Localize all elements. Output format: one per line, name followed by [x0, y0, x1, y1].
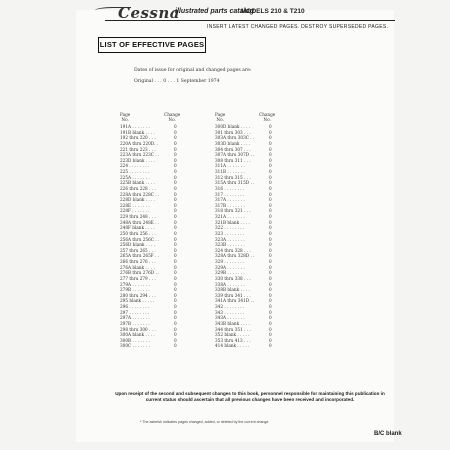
- page-number: 311A . . . . . . .: [215, 163, 245, 169]
- change-number: 0: [269, 157, 272, 163]
- page-number: 228A thru 228C . .: [120, 191, 160, 197]
- page-number: 315A thru 315D . .: [215, 180, 255, 186]
- page-number: 296 . . . . . . . .: [120, 304, 150, 309]
- page-number: 329B . . . . . . .: [215, 270, 245, 276]
- change-number: 0: [174, 174, 177, 180]
- change-number: 0: [269, 219, 272, 225]
- change-number: 0: [269, 169, 272, 174]
- change-number: 0: [269, 197, 272, 203]
- page-number: 220A thru 220D. .: [120, 140, 158, 146]
- change-number: 0: [174, 163, 177, 169]
- page-number: 343A . . . . . . .: [215, 315, 245, 321]
- page-number: 228E . . . . . . .: [120, 202, 150, 208]
- page-number: 223D blank . . . .: [120, 157, 156, 163]
- asterisk-footnote: * The asterisk indicates pages changed, added, or deleted by the current change.: [140, 420, 270, 424]
- change-number: 0: [174, 180, 177, 186]
- page-number: 277 thru 279 . . .: [120, 275, 156, 281]
- page-number: 316 . . . . . . . .: [215, 185, 245, 191]
- change-number: 0: [174, 332, 177, 338]
- page-number: 223A thru 223C . .: [120, 152, 160, 158]
- change-number: 0: [174, 124, 177, 129]
- cessna-logo: Cessna: [118, 4, 180, 22]
- page-number: 266 thru 276 . . .: [120, 259, 156, 264]
- change-number: 0: [174, 191, 177, 197]
- change-number: 0: [174, 343, 177, 349]
- change-number: 0: [269, 253, 272, 259]
- page-number: 280 thru 294 . . .: [120, 292, 156, 298]
- page-number: 328A thru 328D . .: [215, 253, 255, 259]
- page-number: 221 thru 223 . . .: [120, 146, 156, 152]
- page-number: 225 . . . . . . . .: [120, 169, 150, 174]
- page-number: 308 thru 311 . . .: [215, 157, 251, 163]
- page-number: 225B blank . . . .: [120, 180, 155, 186]
- change-number: 0: [174, 129, 177, 135]
- page-number: 257 thru 265 . . .: [120, 247, 156, 253]
- page-number: 297B . . . . . . .: [120, 320, 150, 326]
- change-number: 0: [269, 287, 272, 293]
- page-number: 341A thru 341D . .: [215, 298, 255, 304]
- change-number: 0: [269, 135, 272, 141]
- change-number: 0: [269, 270, 272, 276]
- change-number: 0: [269, 332, 272, 338]
- page-number: 279A . . . . . . .: [120, 281, 150, 287]
- page-number: 248A thru 248E . .: [120, 219, 160, 225]
- change-number: 0: [269, 326, 272, 332]
- page-number: 192 thru 220 . . .: [120, 135, 156, 141]
- change-number: 0: [174, 275, 177, 281]
- page-title: LIST OF EFFECTIVE PAGES: [98, 37, 206, 53]
- change-number: 0: [269, 292, 272, 298]
- page-number: 343B blank . . . .: [215, 320, 250, 326]
- change-number: 0: [174, 140, 177, 146]
- page-number: 353 thru 413 . . .: [215, 337, 251, 343]
- page-number: 297A . . . . . . .: [120, 315, 150, 321]
- change-number: 0: [174, 281, 177, 287]
- page-number: 276B thru 276D . .: [120, 270, 160, 276]
- page-number: 250 thru 256 . . .: [120, 230, 156, 236]
- change-number: 0: [174, 320, 177, 326]
- change-number: 0: [269, 315, 272, 321]
- change-number: 0: [174, 214, 177, 219]
- change-number: 0: [174, 337, 177, 343]
- page-number: 256D blank . . . .: [120, 242, 156, 248]
- page-number: 304 thru 307 . . .: [215, 146, 251, 152]
- change-number: 0: [269, 208, 272, 214]
- change-number: 0: [269, 124, 272, 129]
- page-number: 276A blank . . . .: [120, 264, 155, 270]
- change-number: 0: [174, 287, 177, 293]
- change-number: 0: [174, 292, 177, 298]
- change-number: 0: [174, 259, 177, 264]
- change-number: 0: [269, 264, 272, 270]
- page-number: 324 thru 328 . . .: [215, 247, 251, 253]
- page-number: 279B . . . . . . .: [120, 287, 150, 293]
- page-number: 317 . . . . . . . .: [215, 191, 245, 197]
- change-number: 0: [269, 242, 272, 248]
- change-number: 0: [174, 309, 177, 315]
- page-number: 265A thru 265F . .: [120, 253, 159, 259]
- page-number: 303D blank . . . .: [215, 140, 251, 146]
- change-number: 0: [174, 298, 177, 304]
- page-no-header: Page No.: [120, 112, 131, 122]
- change-number: 0: [174, 135, 177, 141]
- change-number: 0: [269, 146, 272, 152]
- dates-of-issue-line: Dates of issue for original and changed pages are:: [134, 68, 252, 73]
- page-number: 225A . . . . . . .: [120, 174, 150, 180]
- change-number: 0: [174, 202, 177, 208]
- page-number: 300A blank . . . .: [120, 332, 155, 338]
- page-number: 297 . . . . . . . .: [120, 309, 150, 315]
- page-number: 343 . . . . . . . .: [215, 309, 245, 315]
- page-number: 228F . . . . . . .: [120, 208, 150, 214]
- page-number: 329 . . . . . . . .: [215, 259, 245, 264]
- change-no-header: Change No.: [259, 112, 276, 122]
- page-number: 191B blank . . . .: [120, 129, 155, 135]
- page-number: 323A . . . . . . .: [215, 236, 245, 242]
- page-number: 229 thru 248 . . .: [120, 214, 156, 219]
- page-number: 329A . . . . . . .: [215, 264, 245, 270]
- change-number: 0: [174, 169, 177, 174]
- page-number: 312 thru 315 . . .: [215, 174, 251, 180]
- change-number: 0: [269, 180, 272, 186]
- page-number: 342 . . . . . . . .: [215, 304, 245, 309]
- change-number: 0: [174, 247, 177, 253]
- page-number: 300B . . . . . . .: [120, 337, 150, 343]
- insert-notice: INSERT LATEST CHANGED PAGES. DESTROY SUPERSEDED PAGES.: [207, 24, 389, 30]
- page-number: 256A thru 256C . .: [120, 236, 160, 242]
- change-number: 0: [174, 242, 177, 248]
- page-number: 322 . . . . . . . .: [215, 225, 245, 231]
- page-number: 307A thru 307D . .: [215, 152, 255, 158]
- page-number: 317B . . . . . . .: [215, 202, 245, 208]
- change-number: 0: [269, 337, 272, 343]
- page-number: 298 thru 300 . . .: [120, 326, 156, 332]
- change-number: 0: [174, 236, 177, 242]
- change-number: 0: [269, 174, 272, 180]
- change-number: 0: [174, 304, 177, 309]
- original-issue-line: Original . . . 0 . . . 1 September 1974: [134, 79, 220, 84]
- page-number: 344 thru 351 . . .: [215, 326, 251, 332]
- page-number: 323 . . . . . . . .: [215, 230, 245, 236]
- change-number: 0: [174, 185, 177, 191]
- page-number: 228D blank . . . .: [120, 197, 156, 203]
- page-number: 317A . . . . . . .: [215, 197, 245, 203]
- change-number: 0: [269, 304, 272, 309]
- footer-instructions: Upon receipt of the second and subsequent changes to this book, personnel responsible for maintaining this publication in current status should ascertain that all previous changes have been received and incorporated.: [115, 391, 385, 402]
- page-number: 191A . . . . . . .: [120, 124, 150, 129]
- page-number: 300D blank . . . .: [215, 124, 251, 129]
- change-number: 0: [269, 259, 272, 264]
- page-no-header: Page No.: [215, 112, 226, 122]
- change-number: 0: [174, 197, 177, 203]
- change-number: 0: [174, 230, 177, 236]
- change-number: 0: [174, 152, 177, 158]
- header-rule: [105, 20, 395, 21]
- page-number: 295 blank . . . . .: [120, 298, 155, 304]
- change-number: 0: [269, 225, 272, 231]
- catalog-label: illustrated parts catalog: [175, 8, 254, 15]
- page-number: 301 thru 303 . . .: [215, 129, 251, 135]
- change-number: 0: [174, 326, 177, 332]
- page-number: 300C . . . . . . .: [120, 343, 150, 349]
- page-number: 321B blank . . . .: [215, 219, 250, 225]
- change-number: 0: [269, 163, 272, 169]
- change-number: 0: [269, 140, 272, 146]
- change-number: 0: [269, 214, 272, 219]
- change-number: 0: [174, 315, 177, 321]
- change-number: 0: [174, 146, 177, 152]
- page-number: 226 thru 228 . . .: [120, 185, 156, 191]
- change-number: 0: [269, 191, 272, 197]
- change-no-header: Change No.: [164, 112, 181, 122]
- change-number: 0: [174, 219, 177, 225]
- page-number: 330 thru 338 . . .: [215, 275, 251, 281]
- change-number: 0: [269, 281, 272, 287]
- change-number: 0: [269, 275, 272, 281]
- page-number: 338A . . . . . . .: [215, 281, 245, 287]
- page-number: 352 blank . . . . .: [215, 332, 250, 338]
- change-number: 0: [269, 185, 272, 191]
- change-number: 0: [269, 320, 272, 326]
- change-number: 0: [269, 230, 272, 236]
- change-number: 0: [269, 247, 272, 253]
- change-number: 0: [269, 129, 272, 135]
- change-number: 0: [174, 225, 177, 231]
- change-number: 0: [269, 236, 272, 242]
- page-identifier: B/C blank: [374, 431, 402, 437]
- page-number: 339 thru 341 . . .: [215, 292, 251, 298]
- page-number: 338B blank . . . .: [215, 287, 250, 293]
- change-number: 0: [269, 343, 272, 349]
- change-number: 0: [269, 298, 272, 304]
- change-number: 0: [269, 202, 272, 208]
- page-number: 248F blank . . . .: [120, 225, 155, 231]
- change-number: 0: [269, 309, 272, 315]
- page-number: 311B . . . . . . .: [215, 169, 245, 174]
- change-number: 0: [269, 152, 272, 158]
- change-number: 0: [174, 264, 177, 270]
- page-number: 303A thru 303C . .: [215, 135, 255, 141]
- change-number: 0: [174, 208, 177, 214]
- page-number: 414 blank . . . . .: [215, 343, 250, 349]
- change-number: 0: [174, 157, 177, 163]
- page-number: 323B . . . . . . .: [215, 242, 245, 248]
- models-label: MODELS 210 & T210: [241, 8, 305, 15]
- change-number: 0: [174, 253, 177, 259]
- page-number: 318 thru 321 . . .: [215, 208, 251, 214]
- page-number: 321A . . . . . . .: [215, 214, 245, 219]
- change-number: 0: [174, 270, 177, 276]
- page-number: 224 . . . . . . . .: [120, 163, 150, 169]
